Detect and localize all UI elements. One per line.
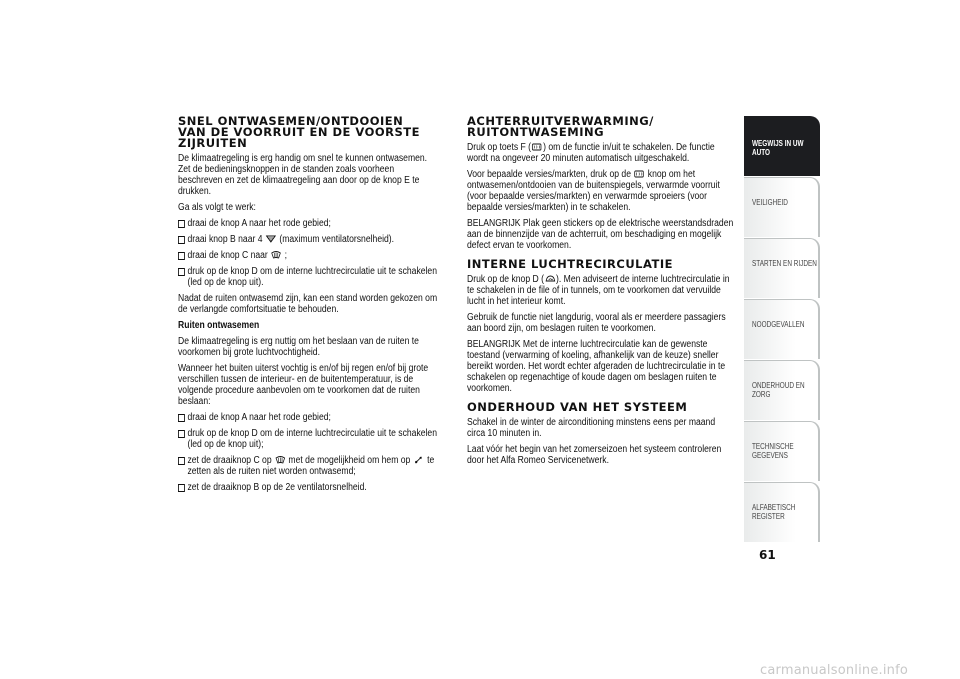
tab-starten-en-rijden[interactable]: STARTEN EN RIJDEN [744,238,820,298]
paragraph: Nadat de ruiten ontwasemd zijn, kan een stand worden gekozen om de verlangde comfortsituatie te behouden. [178,293,438,315]
paragraph: BELANGRIJK Met de interne luchtrecirculatie kan de gewenste toestand (verwarming of koeling, afhankelijk van de keuze) sneller bereikt worden. Het wordt echter afgeraden de luchtrecirculatie in te schakelen op regenachtige of koude dagen om beslagen ruiten te voorkomen. [467,339,726,394]
section-title-defrost: SNEL ONTWASEMEN/ONTDOOIEN VAN DE VOORRUIT EN DE VOORSTE ZIJRUITEN [178,114,420,150]
paragraph: De klimaatregeling is erg nuttig om het beslaan van de ruiten te voorkomen bij grote luchtvochtigheid. [178,336,419,358]
checkbox-bullet-icon [178,220,185,228]
tab-noodgevallen[interactable]: NOODGEVALLEN [744,299,820,359]
section-title-rear-window: ACHTERRUITVERWARMING/ RUITONTWASEMING [467,114,654,139]
checkbox-bullet-icon [178,236,185,244]
paragraph: De klimaatregeling is erg handig om snel te kunnen ontwasemen. Zet de bedieningsknoppen in de standen zoals voorheen beschreven en zet de klimaatregeling aan door op de knop E te drukken. [178,153,428,197]
list-item: draai de knop A naar het rode gebied; [178,218,449,229]
recirculation-icon [545,275,555,283]
watermark: carmanualsonline.info [760,663,909,678]
paragraph: Druk op de knop D ( ). Men adviseert de interne luchtrecirculatie in te schakelen in de file of in tunnels, om te voorkomen dat vervuilde lucht in het interieur komt. [467,274,730,307]
paragraph: BELANGRIJK Plak geen stickers op de elektrische weerstandsdraden aan de binnenzijde van de achterruit, om beschadiging en mogelijk defect ervan te voorkomen. [467,218,734,251]
paragraph: Gebruik de functie niet langdurig, vooral als er meerdere passagiers aan boord zijn, om beslagen ruiten te voorkomen. [467,312,726,334]
list-item: draai knop B naar 4 (maximum ventilatorsnelheid). [178,234,449,245]
paragraph: Ga als volgt te werk: [178,202,256,213]
checkbox-bullet-icon [178,430,185,438]
paragraph: Druk op toets F ( ) om de functie in/uit te schakelen. De functie wordt na ongeveer 20 minuten automatisch uitgeschakeld. [467,142,715,164]
list-item: draai de knop C naar ; [178,250,449,261]
tab-technische-gegevens[interactable]: TECHNISCHE GEGEVENS [744,421,820,481]
paragraph: Wanneer het buiten uiterst vochtig is en/of bij regen en/of bij grote verschillen tussen de interieur- en de buitentemperatuur, is de volgende procedure aanbevolen om te voorkomen dat de ruiten beslaan: [178,363,429,407]
fan-icon [266,235,276,243]
chapter-tabs [744,116,820,543]
list-item: zet de draaiknop B op de 2e ventilatorsnelheid. [178,482,449,493]
subheading: Ruiten ontwasemen [178,320,260,331]
checkbox-bullet-icon [178,268,185,276]
page-number: 61 [759,548,776,562]
rear-window-heater-icon [532,143,542,151]
paragraph: Laat vóór het begin van het zomerseizoen het systeem controleren door het Alfa Romeo Servicenetwerk. [467,444,722,466]
checkbox-bullet-icon [178,252,185,260]
rear-window-heater-icon [634,170,644,178]
checkbox-bullet-icon [178,457,185,465]
list-item: zet de draaiknop C op met de mogelijkheid om hem op te zetten als de ruiten niet worden ontwasemd; [178,455,449,477]
tab-onderhoud-en-zorg[interactable]: ONDERHOUD EN ZORG [744,360,820,420]
windscreen-defrost-icon [271,251,281,259]
paragraph: Schakel in de winter de airconditioning minstens eens per maand circa 10 minuten in. [467,417,716,439]
list-item: druk op de knop D om de interne luchtrecirculatie uit te schakelen (led op de knop uit); [178,428,449,450]
section-title-maintenance: ONDERHOUD VAN HET SYSTEEM [467,400,688,414]
checkbox-bullet-icon [178,414,185,422]
paragraph: Voor bepaalde versies/markten, druk op de knop om het ontwasemen/ontdooien van de buitenspiegels, verwarmde voorruit (voor bepaalde versies/markten) en verwarmde sproeiers (voor bepaalde versies/markten) in te schakelen. [467,169,720,213]
tab-wegwijs[interactable]: WEGWIJS IN UW AUTO [744,116,820,176]
tab-alfabetisch-register[interactable]: ALFABETISCH REGISTER [744,482,820,542]
checkbox-bullet-icon [178,484,185,492]
list-item: draai de knop A naar het rode gebied; [178,412,449,423]
right-column [467,116,735,471]
windscreen-defrost-icon [275,456,285,464]
section-title-recirculation: INTERNE LUCHTRECIRCULATIE [467,257,673,271]
left-column [178,116,440,498]
tab-veiligheid[interactable]: VEILIGHEID [744,177,820,237]
list-item: druk op de knop D om de interne luchtrecirculatie uit te schakelen (led op de knop uit). [178,266,449,288]
feet-windscreen-icon [414,456,424,464]
